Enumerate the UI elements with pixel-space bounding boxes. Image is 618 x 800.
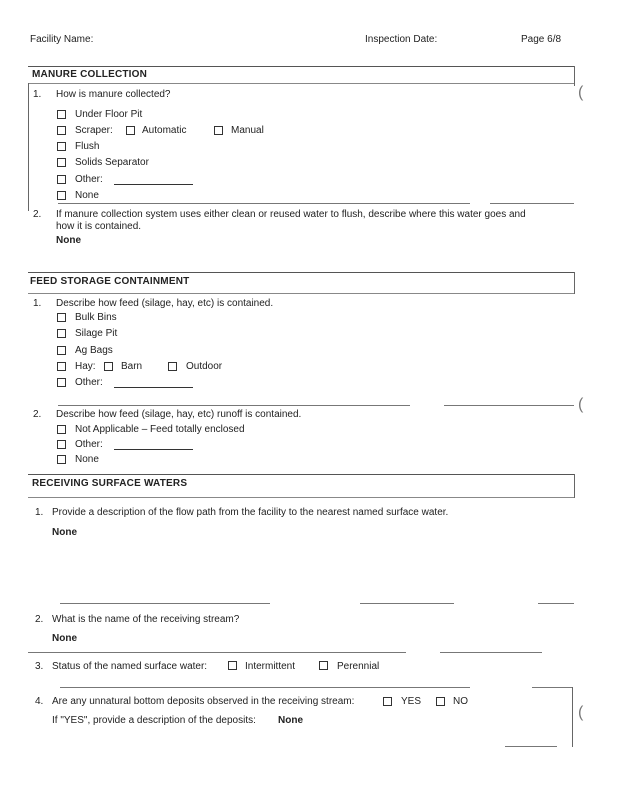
deposits-no-checkbox[interactable] xyxy=(436,697,445,706)
answer-line xyxy=(28,652,406,653)
section-title-feed: FEED STORAGE CONTAINMENT xyxy=(30,276,190,287)
answer-line xyxy=(444,405,574,406)
option-label: Not Applicable – Feed totally enclosed xyxy=(75,424,245,435)
manure-other-field[interactable] xyxy=(114,184,193,185)
question-text: Describe how feed (silage, hay, etc) is contained. xyxy=(56,298,274,309)
answer-line xyxy=(58,203,470,204)
question-text: Provide a description of the flow path from the facility to the nearest named surface water. xyxy=(52,507,449,518)
option-label: Scraper: xyxy=(75,125,113,136)
hay-outdoor-checkbox[interactable] xyxy=(168,362,177,371)
manure-other-checkbox[interactable] xyxy=(57,175,66,184)
option-label: Bulk Bins xyxy=(75,312,117,323)
answer-line xyxy=(360,603,454,604)
ag-bags-checkbox[interactable] xyxy=(57,346,66,355)
feed-runoff-other-checkbox[interactable] xyxy=(57,440,66,449)
perennial-checkbox[interactable] xyxy=(319,661,328,670)
silage-pit-checkbox[interactable] xyxy=(57,329,66,338)
answer-text: None xyxy=(52,527,77,538)
section-top-border xyxy=(28,272,574,273)
under-floor-pit-checkbox[interactable] xyxy=(57,110,66,119)
manure-none-checkbox[interactable] xyxy=(57,191,66,200)
option-label: Hay: xyxy=(75,361,96,372)
answer-line xyxy=(505,746,557,747)
option-label: Flush xyxy=(75,141,100,152)
section-right-border xyxy=(574,474,575,498)
question-number: 4. xyxy=(35,696,44,707)
section-divider xyxy=(28,497,574,498)
margin-mark: ( xyxy=(578,704,584,721)
option-label: YES xyxy=(401,696,422,707)
section-top-border xyxy=(28,66,574,67)
question-number: 1. xyxy=(35,507,44,518)
margin-mark: ( xyxy=(578,84,584,101)
option-label: Ag Bags xyxy=(75,345,113,356)
question-text: Are any unnatural bottom deposits observed in the receiving stream: xyxy=(52,696,355,707)
option-label: NO xyxy=(453,696,468,707)
option-label: Manual xyxy=(231,125,264,136)
flush-checkbox[interactable] xyxy=(57,142,66,151)
deposits-yes-checkbox[interactable] xyxy=(383,697,392,706)
question-text: What is the name of the receiving stream? xyxy=(52,614,240,625)
option-label: Other: xyxy=(75,377,103,388)
question-text: How is manure collected? xyxy=(56,89,171,100)
solids-separator-checkbox[interactable] xyxy=(57,158,66,167)
question-text: how it is contained. xyxy=(56,221,142,232)
section-left-border xyxy=(28,83,29,211)
answer-text: None xyxy=(52,633,77,644)
option-label: Barn xyxy=(121,361,143,372)
facility-name-label: Facility Name: xyxy=(30,34,94,45)
page-number: Page 6/8 xyxy=(521,34,562,45)
section-title-manure: MANURE COLLECTION xyxy=(32,69,148,80)
hay-barn-checkbox[interactable] xyxy=(104,362,113,371)
question-text: If manure collection system uses either clean or reused water to flush, describe where this water goes and xyxy=(56,209,526,220)
option-label: Outdoor xyxy=(186,361,223,372)
scraper-checkbox[interactable] xyxy=(57,126,66,135)
question-number: 2. xyxy=(35,614,44,625)
intermittent-checkbox[interactable] xyxy=(228,661,237,670)
hay-checkbox[interactable] xyxy=(57,362,66,371)
question-number: 1. xyxy=(33,89,42,100)
question-number: 2. xyxy=(33,209,42,220)
option-label: Intermittent xyxy=(245,661,296,672)
section-divider xyxy=(28,293,574,294)
section-title-receiving: RECEIVING SURFACE WATERS xyxy=(32,478,188,489)
bulk-bins-checkbox[interactable] xyxy=(57,313,66,322)
question-number: 2. xyxy=(33,409,42,420)
option-label: None xyxy=(75,454,99,465)
option-label: Silage Pit xyxy=(75,328,118,339)
feed-other-field[interactable] xyxy=(114,387,193,388)
option-label: Solids Separator xyxy=(75,157,149,168)
question-text: Status of the named surface water: xyxy=(52,661,208,672)
section-top-border xyxy=(28,474,574,475)
scraper-automatic-checkbox[interactable] xyxy=(126,126,135,135)
section-divider xyxy=(28,83,574,84)
section-right-border xyxy=(572,687,573,747)
answer-line xyxy=(58,405,410,406)
question-number: 1. xyxy=(33,298,42,309)
option-label: Perennial xyxy=(337,661,380,672)
question-number: 3. xyxy=(35,661,44,672)
feed-other-checkbox[interactable] xyxy=(57,378,66,387)
feed-runoff-other-field[interactable] xyxy=(114,449,193,450)
option-label: Other: xyxy=(75,174,103,185)
answer-line xyxy=(60,603,270,604)
answer-line xyxy=(440,652,542,653)
inspection-date-label: Inspection Date: xyxy=(365,34,438,45)
answer-line xyxy=(60,687,470,688)
answer-text: None xyxy=(56,235,81,246)
answer-line xyxy=(538,603,574,604)
scraper-manual-checkbox[interactable] xyxy=(214,126,223,135)
not-applicable-checkbox[interactable] xyxy=(57,425,66,434)
feed-runoff-none-checkbox[interactable] xyxy=(57,455,66,464)
option-label: Under Floor Pit xyxy=(75,109,143,120)
answer-text: None xyxy=(278,715,303,726)
answer-line xyxy=(532,687,572,688)
section-right-border xyxy=(574,272,575,294)
option-label: Other: xyxy=(75,439,103,450)
margin-mark: ( xyxy=(578,396,584,413)
option-label: None xyxy=(75,190,99,201)
option-label: Automatic xyxy=(142,125,187,136)
answer-line xyxy=(490,203,574,204)
followup-text: If "YES", provide a description of the deposits: xyxy=(52,715,256,726)
question-text: Describe how feed (silage, hay, etc) runoff is contained. xyxy=(56,409,302,420)
section-right-border xyxy=(574,66,575,86)
